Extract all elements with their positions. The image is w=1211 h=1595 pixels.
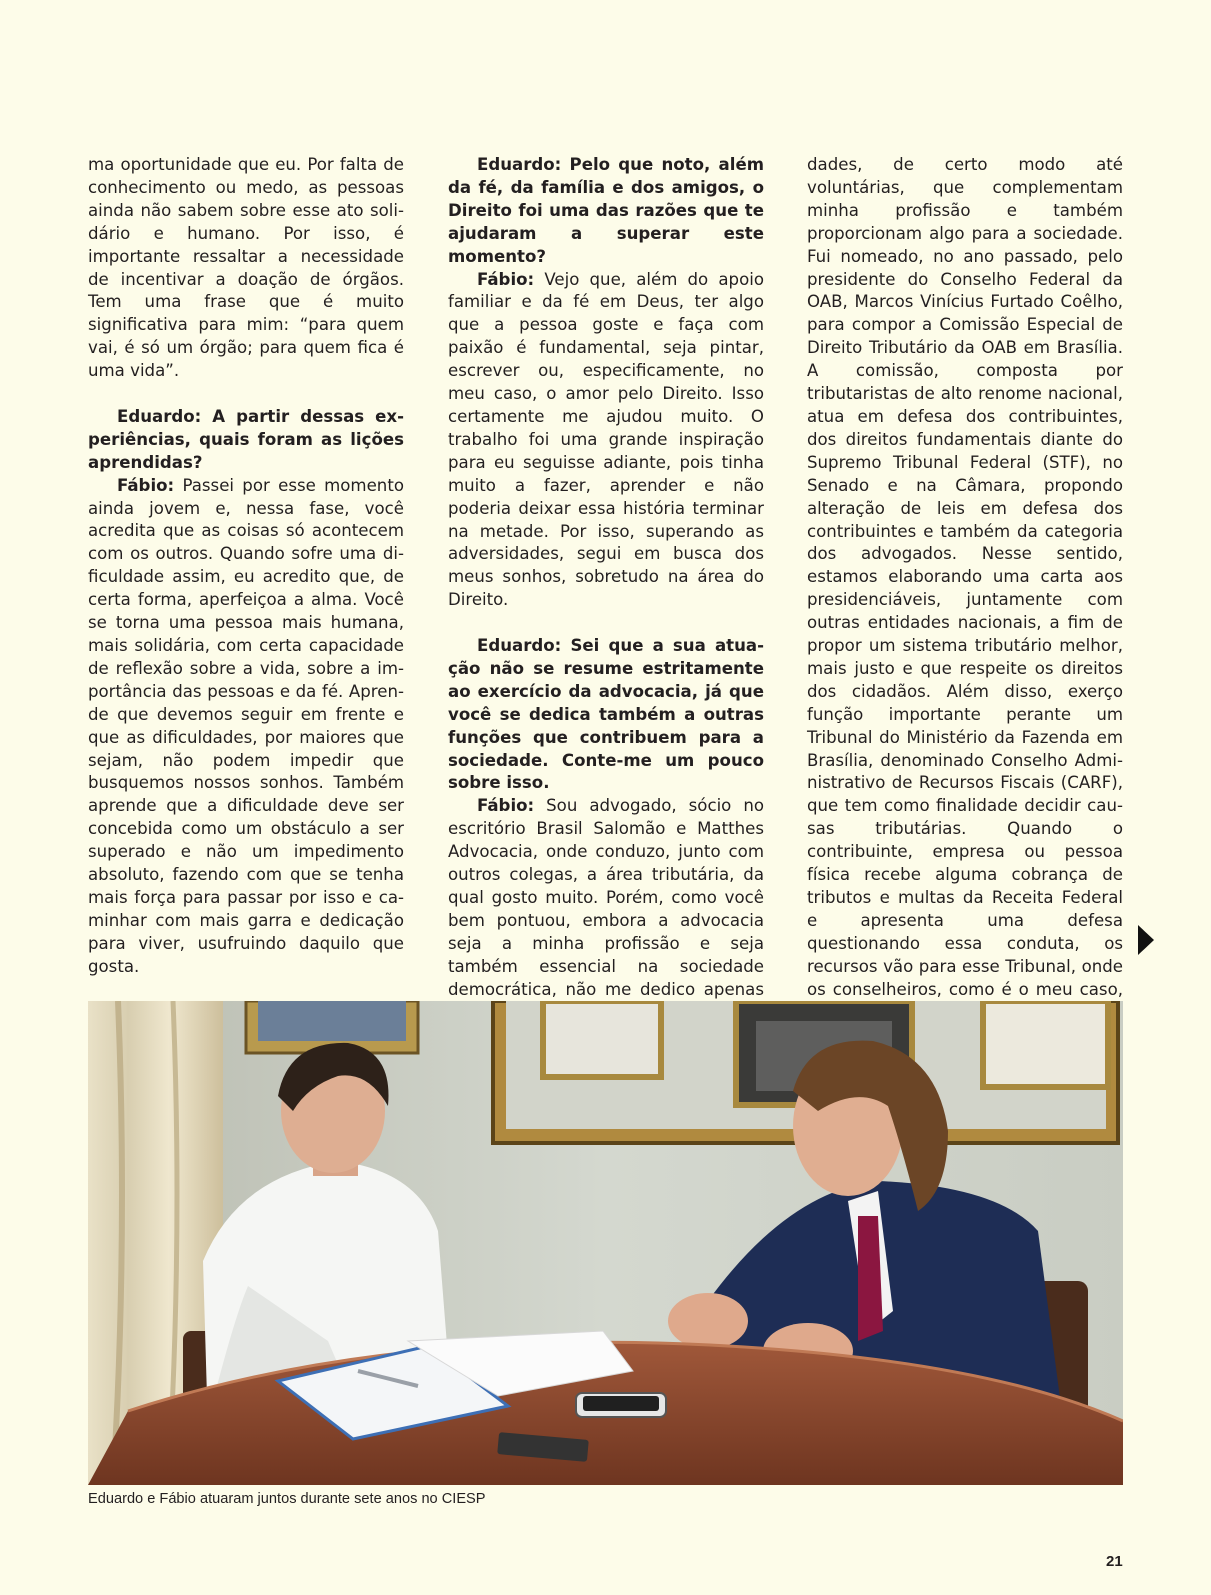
interview-question: Eduardo: A partir dessas experiências, quais foram as lições aprendidas? — [88, 406, 404, 472]
answer-text: Vejo que, além do apoio familiar e da fé em Deus, ter algo que a pessoa goste e faça com paixão é fundamental, seja pintar, escrever ou, especificamente, no meu caso, o amor pelo Direito. Isso certamente me ajudou muito. O trabalho foi uma grande inspiração para eu seguisse adiante, pois tinha muito a fazer, aprender e não poderia deixar essa história terminar na metade. Por isso, superando as adversidades, segui em busca dos meus sonhos, sobretudo na área do Direito. — [448, 269, 764, 610]
interview-answer — [88, 475, 404, 979]
paragraph: dades, de certo modo até voluntárias, que complementam minha profissão e também proporcionam algo para a sociedade. Fui nomeado, no ano passado, pelo presidente do Conselho Federal da OAB, Marcos Vinícius Furtado Coêlho, para compor a Comissão Especial de Direito Tributário da OAB em Brasília. A comissão, composta por tributaristas de alto renome nacional, atua em defesa dos contribuintes, dos direitos fundamentais diante do Supremo Tribunal Federal (STF), no Senado e na Câmara, propondo alteração de leis em defesa dos contribuintes e também da categoria dos advogados. Nesse sentido, estamos elaborando uma carta aos presidenciáveis, juntamente com outras entidades nacionais, a fim de propor um sistema tributário melhor, mais justo e que respeite os direitos dos cidadãos. Além disso, exerço função importante perante um Tribunal do Ministério da Fazenda em Brasília, denominado Conselho Administrativo de Recursos Fiscais (CARF), que tem como finalidade decidir causas tributárias. Quando o contribuinte, empresa ou pessoa física recebe alguma cobrança de tributos e multas da Receita Federal e apresenta uma defesa questionando essa conduta, os recursos vão para esse Tribunal, onde os conselheiros, como é o meu caso, — [807, 155, 1123, 999]
answer-text: Passei por esse momento ainda jovem e, nessa fase, você acredita que as coisas só acontecem com os outros. Quando sofre uma dificuldade assim, eu acredito que, de certa forma, aperfeiçoa a alma. Você se torna uma pessoa mais humana, mais solidária, com certa capacidade de reflexão sobre a vida, sobre a importância das pessoas e da fé. Aprende que devemos seguir em frente e que as dificuldades, por maiores que sejam, não podem impedir que busquemos nossos sonhos. Também aprende que a dificuldade deve ser concebida como um obstáculo a ser superado e não um impedimento absoluto, fazendo com que se tenha mais força para passar por isso e caminhar com mais garra e dedicação para viver, usufruindo daquilo que gosta. — [88, 475, 404, 976]
interview-question: Eduardo: Pelo que noto, além da fé, da família e dos amigos, o Direito foi uma das razões que te ajudaram a superar este momento? — [448, 155, 764, 266]
paragraph: ma oportunidade que eu. Por falta de conhecimento ou medo, as pessoas ainda não sabem sobre esse ato solidário e humano. Por isso, é importante ressaltar a necessidade de incentivar a doação de órgãos. Tem uma frase que é muito significativa para mim: “para quem vai, é só um órgão; para quem fica é uma vida”. — [88, 155, 404, 381]
speaker-label: Fábio: — [117, 475, 175, 495]
answer-text: Sou advogado, sócio no escritório Brasil Salomão e Matthes Advocacia, onde conduzo, junto com outros colegas, a área tributária, da qual gosto muito. Porém, como você bem pontuou, embora a advocacia seja a minha profissão e seja também essencial na sociedade democrática, não me dedico apenas — [448, 796, 764, 999]
page-number: 21 — [1106, 1553, 1123, 1570]
interview-photo — [88, 1001, 1123, 1485]
photo-caption: Eduardo e Fábio atuaram juntos durante sete anos no CIESP — [88, 1491, 486, 1507]
text-column-3 — [807, 154, 1123, 1024]
interview-answer — [448, 269, 764, 613]
speaker-label: Fábio: — [477, 796, 535, 816]
interview-question: Eduardo: Sei que a sua atuação não se resume estritamente ao exercício da advocacia, já que você se dedica também a outras funções que contribuem para a sociedade. Conte-me um pouco sobre isso. — [448, 636, 764, 793]
continue-triangle-right-icon — [1138, 925, 1154, 955]
speaker-label: Fábio: — [477, 269, 535, 289]
text-column-2 — [448, 154, 764, 1047]
text-column-1 — [88, 154, 404, 979]
